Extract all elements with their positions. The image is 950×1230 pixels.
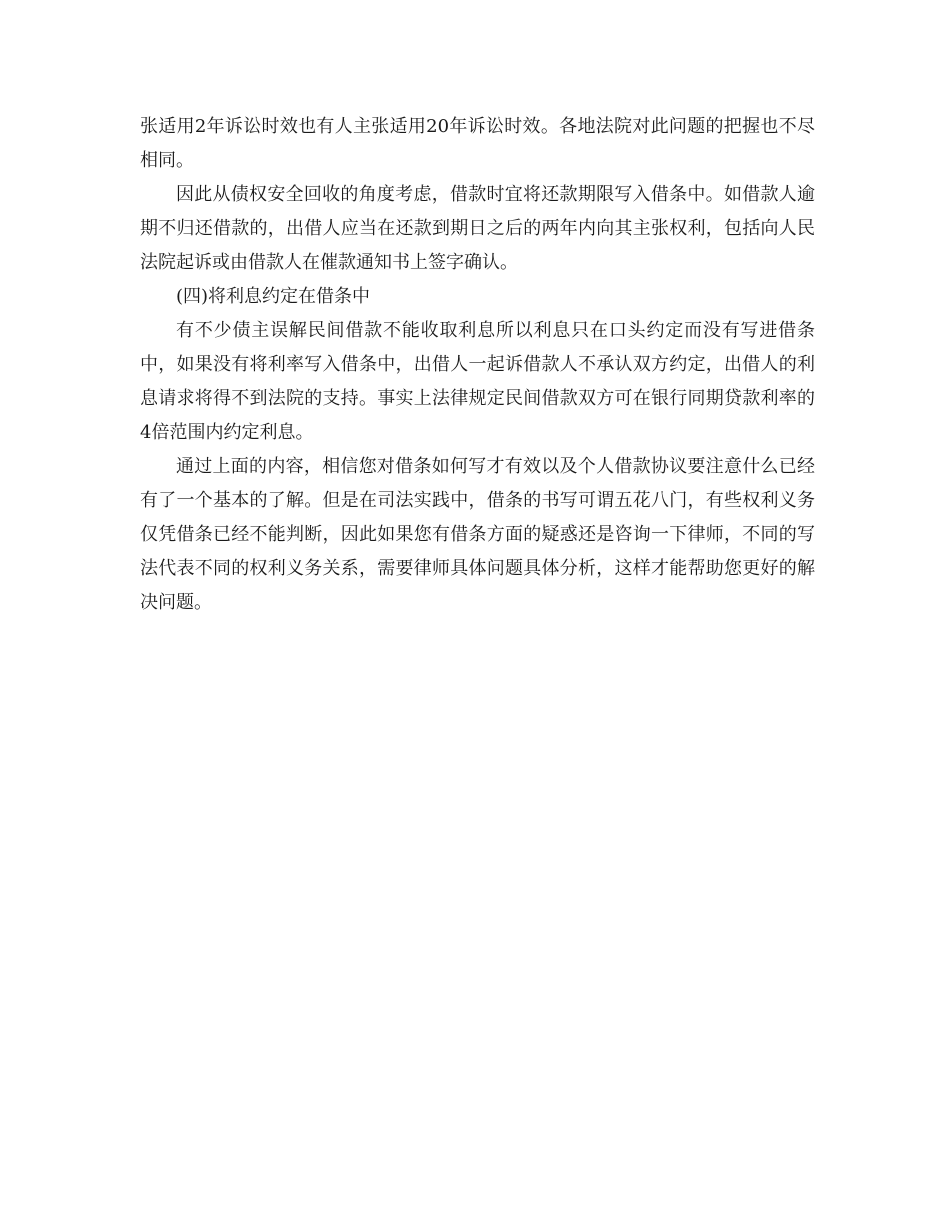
paragraph-continued: 张适用2年诉讼时效也有人主张适用20年诉讼时效。各地法院对此问题的把握也不尽相同。 — [140, 116, 815, 171]
paragraph-interest: 有不少债主误解民间借款不能收取利息所以利息只在口头约定而没有写进借条中，如果没有将利率写入借条中，出借人一起诉借款人不承认双方约定，出借人的利息请求将得不到法院的支持。事实上法律规定民间借款双方可在银行同期贷款利率的4倍范围内约定利息。 — [140, 320, 815, 443]
paragraph-conclusion: 通过上面的内容，相信您对借条如何写才有效以及个人借款协议要注意什么已经有了一个基本的了解。但是在司法实践中，借条的书写可谓五花八门，有些权利义务仅凭借条已经不能判断，因此如果您有借条方面的疑惑还是咨询一下律师，不同的写法代表不同的权利义务关系，需要律师具体问题具体分析，这样才能帮助您更好的解决问题。 — [140, 456, 815, 613]
document-body — [140, 110, 815, 620]
section-heading-interest: (四)将利息约定在借条中 — [176, 286, 371, 307]
paragraph-repayment-term: 因此从债权安全回收的角度考虑，借款时宜将还款期限写入借条中。如借款人逾期不归还借款的，出借人应当在还款到期日之后的两年内向其主张权利，包括向人民法院起诉或由借款人在催款通知书上签字确认。 — [140, 184, 815, 273]
